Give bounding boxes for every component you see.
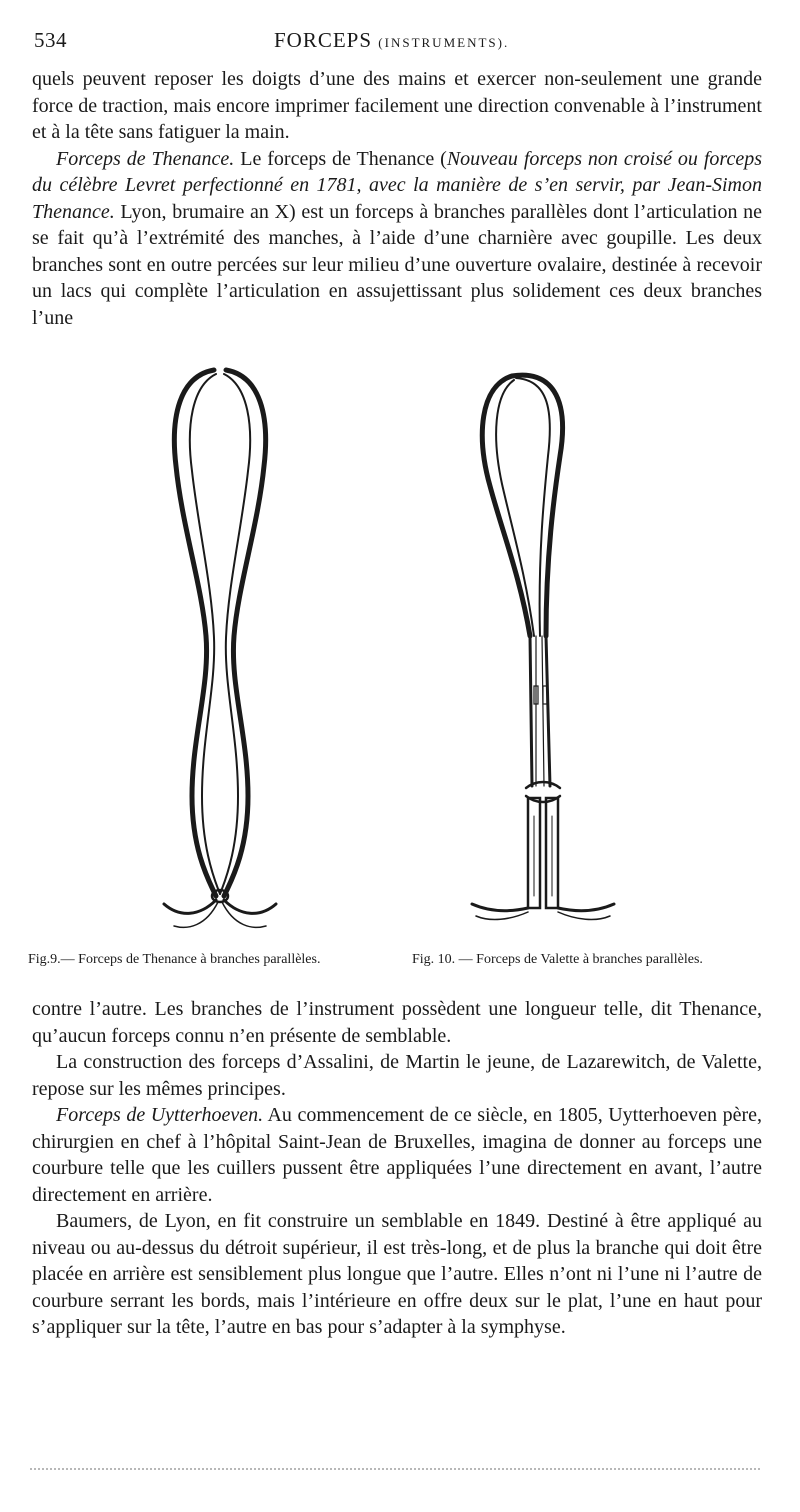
- running-title-main: FORCEPS: [274, 28, 373, 52]
- page-number: 534: [34, 28, 67, 52]
- forceps-illustration-fig10: [450, 356, 630, 936]
- figure-area: [0, 356, 800, 936]
- paragraph-uytterhoeven: [32, 1102, 762, 1208]
- paragraph: Baumers, de Lyon, en fit construire un semblable en 1849. Destiné à être appliqué au niveau ou au-dessus du détroit supérieur, il est très-long, et de plus la branche qui doit être placée en arrière est sensiblement plus longue que l’autre. Elles n’ont ni l’une ni l’autre de courbure serrant les bords, mais l’intérieure en offre deux sur le plat, l’une en haut pour s’appliquer sur la tête, l’autre en bas pour s’adapter à la symphyse.: [32, 1210, 762, 1338]
- section-lead: Forceps de Uytterhoeven.: [56, 1104, 264, 1126]
- running-title-sub: (INSTRUMENTS).: [378, 35, 510, 50]
- paragraph-text: Lyon, brumaire an X) est un forceps à branches parallèles dont l’articulation ne se fait qu’à l’extrémité des manches, à l’aide d’une charnière avec goupille. Les deux branches sont en outre percées sur leur milieu d’une ouverture ovalaire, destinée à recevoir un lacs qui complète l’articulation en assujettissant plus solidement ces deux branches l’une: [32, 200, 762, 329]
- footer-rule: [30, 1468, 760, 1470]
- paragraph-text: Au commencement de ce siècle, en 1805, Uytterhoeven père, chirurgien en chef à l’hôpital Saint-Jean de Bruxelles, imagina de donner au forceps une courbure telle que les cuillers pussent être appliquées l’une directement en avant, l’autre directement en arrière.: [32, 1104, 762, 1206]
- book-title: Nouveau forceps non croisé ou forceps du célèbre Levret perfectionné en 1781, avec la manière de s’en servir, par Jean-Simon Thenance.: [32, 147, 762, 223]
- paragraph: contre l’autre. Les branches de l’instrument possèdent une longueur telle, dit Thenance, qu’aucun forceps connu n’en présente de semblable.: [32, 998, 762, 1047]
- paragraph-thenance: [32, 146, 762, 332]
- paragraph-text: Le forceps de Thenance (: [234, 147, 447, 170]
- forceps-illustration-fig9: [140, 356, 300, 936]
- figure-thenance-forceps: [140, 356, 300, 936]
- paragraph: quels peuvent reposer les doigts d’une des mains et exercer non-seulement une grande force de traction, mais encore imprimer facilement une direction convenable à l’instrument et à la tête sans fatiguer la main.: [32, 68, 762, 143]
- running-header: [34, 28, 756, 56]
- figure-captions: [28, 952, 768, 974]
- figure-valette-forceps: [450, 356, 630, 936]
- text-block-top: [32, 66, 762, 331]
- caption-fig9: Fig.9.— Forceps de Thenance à branches parallèles.: [28, 952, 321, 967]
- caption-fig10: Fig. 10. — Forceps de Valette à branches parallèles.: [412, 952, 703, 967]
- section-lead: Forceps de Thenance.: [56, 147, 235, 170]
- running-title: [274, 28, 509, 53]
- paragraph: La construction des forceps d’Assalini, de Martin le jeune, de Lazarewitch, de Valette, repose sur les mêmes principes.: [32, 1051, 762, 1100]
- text-block-bottom: [32, 996, 762, 1341]
